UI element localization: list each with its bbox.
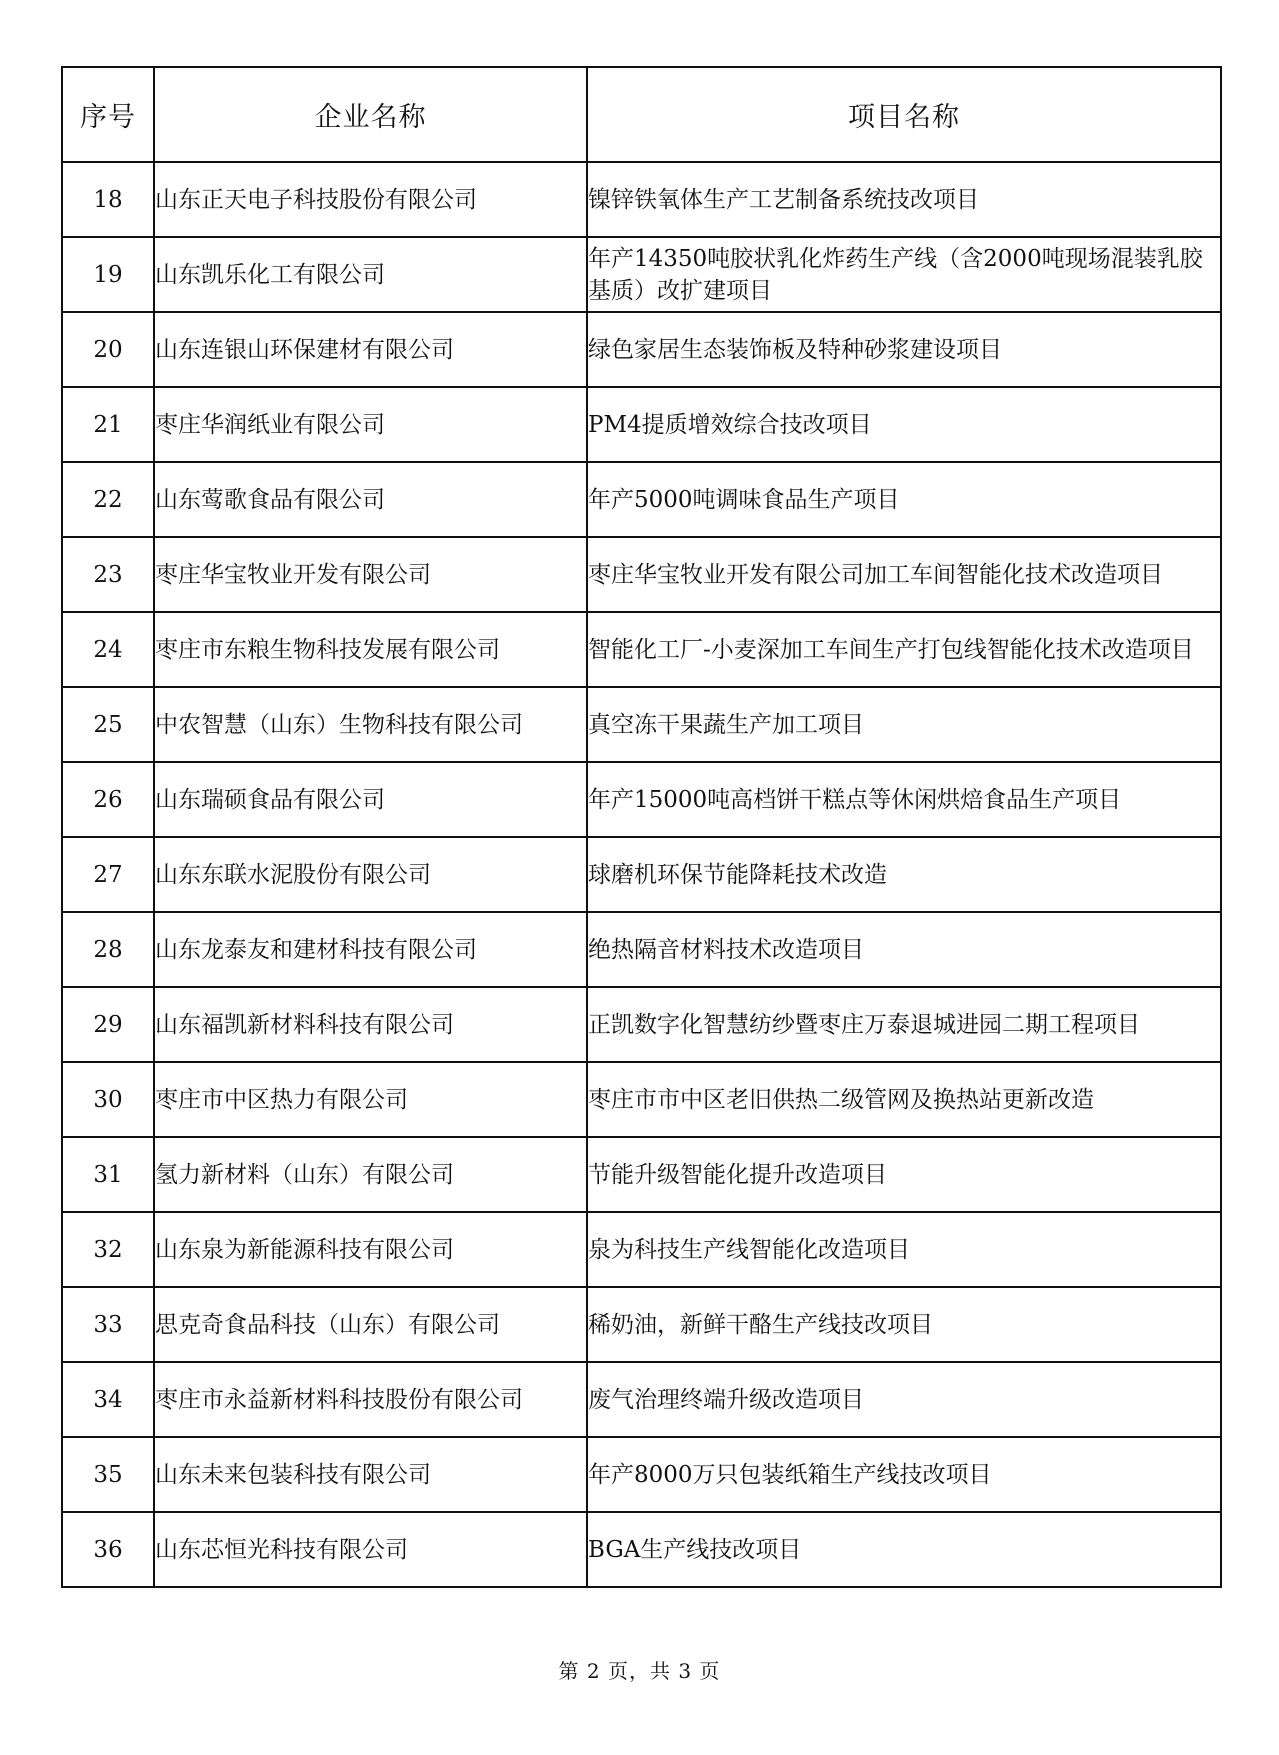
- cell-project-name: 泉为科技生产线智能化改造项目: [587, 1212, 1221, 1287]
- table-row: [62, 1137, 1221, 1212]
- cell-serial-number: 29: [62, 987, 154, 1062]
- header-project-name: 项目名称: [587, 67, 1221, 162]
- header-company-name: 企业名称: [154, 67, 587, 162]
- cell-project-name: 球磨机环保节能降耗技术改造: [587, 837, 1221, 912]
- table-row: [62, 462, 1221, 537]
- cell-serial-number: 19: [62, 237, 154, 312]
- header-serial-number: 序号: [62, 67, 154, 162]
- table-row: [62, 987, 1221, 1062]
- cell-project-name: 智能化工厂-小麦深加工车间生产打包线智能化技术改造项目: [587, 612, 1221, 687]
- cell-serial-number: 36: [62, 1512, 154, 1587]
- table-row: [62, 1362, 1221, 1437]
- page-footer: 第 2 页，共 3 页: [558, 1659, 721, 1683]
- cell-project-name: 枣庄市市中区老旧供热二级管网及换热站更新改造: [587, 1062, 1221, 1137]
- cell-project-name: 废气治理终端升级改造项目: [587, 1362, 1221, 1437]
- cell-project-name: 正凯数字化智慧纺纱暨枣庄万泰退城进园二期工程项目: [587, 987, 1221, 1062]
- cell-company-name: 山东龙泰友和建材科技有限公司: [154, 912, 587, 987]
- cell-serial-number: 27: [62, 837, 154, 912]
- cell-company-name: 枣庄市中区热力有限公司: [154, 1062, 587, 1137]
- table-row: [62, 537, 1221, 612]
- cell-project-name: 年产15000吨高档饼干糕点等休闲烘焙食品生产项目: [587, 762, 1221, 837]
- cell-project-name: BGA生产线技改项目: [587, 1512, 1221, 1587]
- cell-company-name: 枣庄市东粮生物科技发展有限公司: [154, 612, 587, 687]
- cell-project-name: PM4提质增效综合技改项目: [587, 387, 1221, 462]
- cell-company-name: 中农智慧（山东）生物科技有限公司: [154, 687, 587, 762]
- table-row: [62, 1212, 1221, 1287]
- table-row: [62, 687, 1221, 762]
- table-row: [62, 912, 1221, 987]
- cell-project-name: 年产5000吨调味食品生产项目: [587, 462, 1221, 537]
- cell-company-name: 枣庄市永益新材料科技股份有限公司: [154, 1362, 587, 1437]
- cell-company-name: 氢力新材料（山东）有限公司: [154, 1137, 587, 1212]
- cell-serial-number: 33: [62, 1287, 154, 1362]
- table-row: [62, 1512, 1221, 1587]
- cell-project-name: 绿色家居生态装饰板及特种砂浆建设项目: [587, 312, 1221, 387]
- cell-project-name: 年产8000万只包装纸箱生产线技改项目: [587, 1437, 1221, 1512]
- cell-project-name: 枣庄华宝牧业开发有限公司加工车间智能化技术改造项目: [587, 537, 1221, 612]
- cell-company-name: 山东泉为新能源科技有限公司: [154, 1212, 587, 1287]
- cell-serial-number: 30: [62, 1062, 154, 1137]
- cell-serial-number: 32: [62, 1212, 154, 1287]
- cell-company-name: 山东芯恒光科技有限公司: [154, 1512, 587, 1587]
- cell-project-name: 镍锌铁氧体生产工艺制备系统技改项目: [587, 162, 1221, 237]
- cell-serial-number: 22: [62, 462, 154, 537]
- cell-serial-number: 20: [62, 312, 154, 387]
- cell-company-name: 山东东联水泥股份有限公司: [154, 837, 587, 912]
- cell-project-name: 稀奶油，新鲜干酪生产线技改项目: [587, 1287, 1221, 1362]
- cell-company-name: 枣庄华润纸业有限公司: [154, 387, 587, 462]
- cell-company-name: 山东凯乐化工有限公司: [154, 237, 587, 312]
- cell-serial-number: 24: [62, 612, 154, 687]
- table-row: [62, 1437, 1221, 1512]
- table-row: [62, 837, 1221, 912]
- cell-serial-number: 25: [62, 687, 154, 762]
- cell-serial-number: 34: [62, 1362, 154, 1437]
- table-row: [62, 612, 1221, 687]
- table-row: [62, 162, 1221, 237]
- cell-project-name: 节能升级智能化提升改造项目: [587, 1137, 1221, 1212]
- cell-company-name: 山东福凯新材料科技有限公司: [154, 987, 587, 1062]
- cell-project-name: 绝热隔音材料技术改造项目: [587, 912, 1221, 987]
- cell-company-name: 枣庄华宝牧业开发有限公司: [154, 537, 587, 612]
- cell-project-name: 年产14350吨胶状乳化炸药生产线（含2000吨现场混装乳胶基质）改扩建项目: [587, 237, 1221, 312]
- cell-serial-number: 23: [62, 537, 154, 612]
- table-row: [62, 1062, 1221, 1137]
- cell-serial-number: 35: [62, 1437, 154, 1512]
- table-row: [62, 237, 1221, 312]
- table-row: [62, 387, 1221, 462]
- cell-company-name: 山东瑞硕食品有限公司: [154, 762, 587, 837]
- table-header-row: [62, 67, 1221, 162]
- cell-company-name: 山东连银山环保建材有限公司: [154, 312, 587, 387]
- table-body: [62, 162, 1221, 1587]
- cell-serial-number: 28: [62, 912, 154, 987]
- cell-serial-number: 21: [62, 387, 154, 462]
- table-row: [62, 1287, 1221, 1362]
- table-row: [62, 312, 1221, 387]
- cell-company-name: 山东未来包装科技有限公司: [154, 1437, 587, 1512]
- cell-company-name: 思克奇食品科技（山东）有限公司: [154, 1287, 587, 1362]
- cell-serial-number: 31: [62, 1137, 154, 1212]
- cell-serial-number: 18: [62, 162, 154, 237]
- cell-serial-number: 26: [62, 762, 154, 837]
- cell-company-name: 山东莺歌食品有限公司: [154, 462, 587, 537]
- project-table: [61, 66, 1222, 1588]
- cell-project-name: 真空冻干果蔬生产加工项目: [587, 687, 1221, 762]
- table-row: [62, 762, 1221, 837]
- cell-company-name: 山东正天电子科技股份有限公司: [154, 162, 587, 237]
